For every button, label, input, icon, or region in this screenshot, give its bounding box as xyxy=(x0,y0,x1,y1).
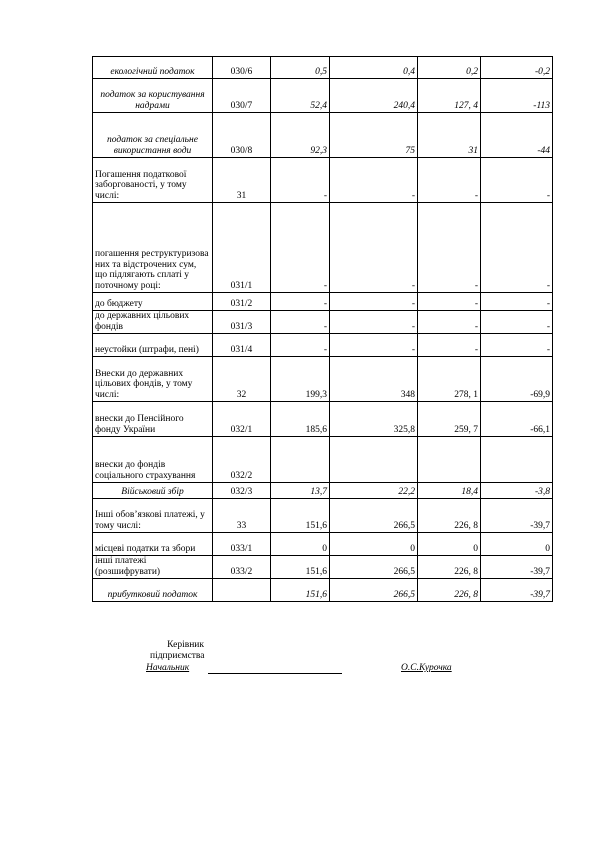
row-value-cell-3: - xyxy=(418,311,481,334)
table-row xyxy=(93,483,553,499)
row-value-cell-4 xyxy=(481,437,553,483)
row-value-cell-3: 0,2 xyxy=(418,57,481,79)
row-name-cell: неустойки (штрафи, пені) xyxy=(93,334,213,357)
row-name-cell: інші платежі (розшифрувати) xyxy=(93,556,213,579)
row-value-cell-2: - xyxy=(330,334,418,357)
row-value-cell-2: 240,4 xyxy=(330,79,418,113)
row-value-cell-3 xyxy=(418,437,481,483)
financial-table xyxy=(92,56,553,602)
row-value-cell-4: - xyxy=(481,293,553,311)
row-value-cell-1: - xyxy=(271,334,330,357)
row-name-cell: внески до Пенсійного фонду України xyxy=(93,402,213,437)
row-value-cell-4: - xyxy=(481,311,553,334)
row-value-cell-1: - xyxy=(271,293,330,311)
row-code-cell: 031/2 xyxy=(213,293,271,311)
table-row xyxy=(93,357,553,402)
row-name-cell: Погашення податкової заборгованості, у тому числі: xyxy=(93,158,213,203)
table-row xyxy=(93,533,553,556)
row-value-cell-2: 348 xyxy=(330,357,418,402)
table-row xyxy=(93,311,553,334)
row-value-cell-4: -113 xyxy=(481,79,553,113)
table-row xyxy=(93,203,553,293)
row-value-cell-4: -66,1 xyxy=(481,402,553,437)
row-value-cell-3: 0 xyxy=(418,533,481,556)
row-name-cell: місцеві податки та збори xyxy=(93,533,213,556)
row-code-cell: 030/7 xyxy=(213,79,271,113)
row-value-cell-1: 92,3 xyxy=(271,113,330,158)
row-value-cell-3: - xyxy=(418,334,481,357)
signature-label: Керівник підприємства xyxy=(150,640,205,661)
row-name-cell: екологічний податок xyxy=(93,57,213,79)
row-value-cell-1: 151,6 xyxy=(271,556,330,579)
row-value-cell-2: 0 xyxy=(330,533,418,556)
row-value-cell-2: 266,5 xyxy=(330,556,418,579)
row-code-cell: 033/2 xyxy=(213,556,271,579)
row-value-cell-2: 75 xyxy=(330,113,418,158)
row-value-cell-3: - xyxy=(418,203,481,293)
row-value-cell-3: 127, 4 xyxy=(418,79,481,113)
row-value-cell-4: -44 xyxy=(481,113,553,158)
row-value-cell-2: 0,4 xyxy=(330,57,418,79)
row-code-cell: 033/1 xyxy=(213,533,271,556)
row-value-cell-4: -0,2 xyxy=(481,57,553,79)
row-value-cell-3: 18,4 xyxy=(418,483,481,499)
row-code-cell: 030/8 xyxy=(213,113,271,158)
row-value-cell-2: - xyxy=(330,311,418,334)
row-value-cell-4: -69,9 xyxy=(481,357,553,402)
table-row xyxy=(93,437,553,483)
row-value-cell-3: 226, 8 xyxy=(418,579,481,602)
row-value-cell-4: - xyxy=(481,158,553,203)
row-name-cell: до державних цільових фондів xyxy=(93,311,213,334)
table-body xyxy=(93,57,553,602)
row-value-cell-1 xyxy=(271,437,330,483)
table-row xyxy=(93,57,553,79)
row-value-cell-3: 226, 8 xyxy=(418,499,481,533)
row-value-cell-2: - xyxy=(330,158,418,203)
row-value-cell-1: 199,3 xyxy=(271,357,330,402)
row-name-cell: внески до фондів соціального страхування xyxy=(93,437,213,483)
table-row xyxy=(93,402,553,437)
row-value-cell-1: 185,6 xyxy=(271,402,330,437)
signature-position: Начальник xyxy=(146,663,190,673)
row-value-cell-1: 151,6 xyxy=(271,499,330,533)
row-value-cell-2: 325,8 xyxy=(330,402,418,437)
row-value-cell-2: 266,5 xyxy=(330,579,418,602)
row-value-cell-3: 226, 8 xyxy=(418,556,481,579)
table-row xyxy=(93,158,553,203)
row-name-cell: прибутковий податок xyxy=(93,579,213,602)
row-value-cell-3: 31 xyxy=(418,113,481,158)
row-value-cell-3: - xyxy=(418,293,481,311)
row-value-cell-4: -39,7 xyxy=(481,579,553,602)
row-value-cell-2: 266,5 xyxy=(330,499,418,533)
row-name-cell: податок за спеціальне використання води xyxy=(93,113,213,158)
table-row xyxy=(93,556,553,579)
row-name-cell: Внески до державних цільових фондів, у тому числі: xyxy=(93,357,213,402)
row-value-cell-3: 278, 1 xyxy=(418,357,481,402)
row-value-cell-1: 151,6 xyxy=(271,579,330,602)
table-row xyxy=(93,499,553,533)
row-code-cell xyxy=(213,579,271,602)
row-code-cell: 030/6 xyxy=(213,57,271,79)
row-value-cell-3: - xyxy=(418,158,481,203)
table-row xyxy=(93,334,553,357)
row-value-cell-1: - xyxy=(271,158,330,203)
row-value-cell-1: 0 xyxy=(271,533,330,556)
row-code-cell: 31 xyxy=(213,158,271,203)
row-value-cell-1: - xyxy=(271,311,330,334)
row-name-cell: Військовий збір xyxy=(93,483,213,499)
row-value-cell-2: 22,2 xyxy=(330,483,418,499)
row-name-cell: погашення реструктуризова них та відстрочених сум, що підлягають сплаті у поточному році: xyxy=(93,203,213,293)
row-code-cell: 33 xyxy=(213,499,271,533)
row-name-cell: до бюджету xyxy=(93,293,213,311)
table-row xyxy=(93,79,553,113)
row-value-cell-2 xyxy=(330,437,418,483)
row-code-cell: 031/4 xyxy=(213,334,271,357)
row-value-cell-4: - xyxy=(481,203,553,293)
row-code-cell: 031/1 xyxy=(213,203,271,293)
row-name-cell: Інші обов’язкові платежі, у тому числі: xyxy=(93,499,213,533)
row-code-cell: 031/3 xyxy=(213,311,271,334)
row-code-cell: 032/2 xyxy=(213,437,271,483)
row-value-cell-4: -39,7 xyxy=(481,499,553,533)
row-code-cell: 32 xyxy=(213,357,271,402)
row-value-cell-1: 52,4 xyxy=(271,79,330,113)
row-value-cell-2: - xyxy=(330,203,418,293)
row-value-cell-1: - xyxy=(271,203,330,293)
table-row xyxy=(93,579,553,602)
row-value-cell-1: 0,5 xyxy=(271,57,330,79)
row-value-cell-4: -39,7 xyxy=(481,556,553,579)
row-code-cell: 032/1 xyxy=(213,402,271,437)
table-row xyxy=(93,293,553,311)
row-value-cell-1: 13,7 xyxy=(271,483,330,499)
row-value-cell-4: 0 xyxy=(481,533,553,556)
table-row xyxy=(93,113,553,158)
row-value-cell-4: - xyxy=(481,334,553,357)
row-code-cell: 032/3 xyxy=(213,483,271,499)
row-name-cell: податок за користування надрами xyxy=(93,79,213,113)
signature-line xyxy=(208,673,342,674)
signature-name: О.С.Курочка xyxy=(401,663,452,673)
row-value-cell-4: -3,8 xyxy=(481,483,553,499)
row-value-cell-3: 259, 7 xyxy=(418,402,481,437)
row-value-cell-2: - xyxy=(330,293,418,311)
